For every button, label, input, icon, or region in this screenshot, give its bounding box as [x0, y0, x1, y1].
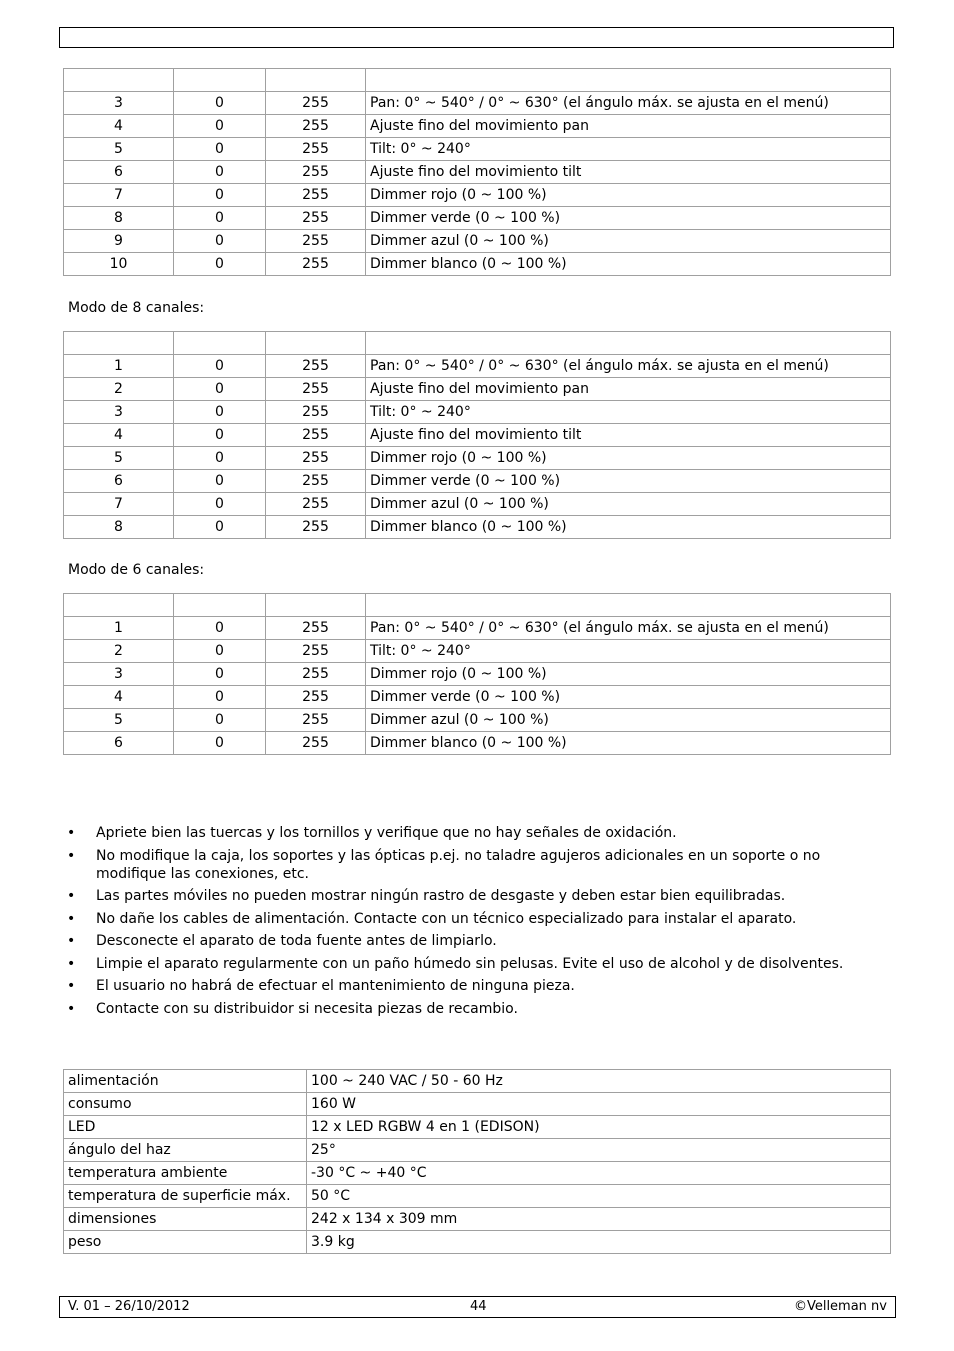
max-value-cell: 255	[266, 732, 366, 755]
max-value-cell	[266, 594, 366, 617]
function-cell: Dimmer rojo (0 ~ 100 %)	[366, 447, 891, 470]
min-value-cell: 0	[174, 686, 266, 709]
channel-cell: 1	[64, 355, 174, 378]
spec-value-cell: 3.9 kg	[307, 1231, 891, 1254]
dmx-table-6-channel	[63, 593, 891, 755]
channel-cell	[64, 332, 174, 355]
min-value-cell: 0	[174, 355, 266, 378]
function-cell: Dimmer blanco (0 ~ 100 %)	[366, 253, 891, 276]
table-row	[64, 207, 891, 230]
table-row	[64, 447, 891, 470]
max-value-cell: 255	[266, 92, 366, 115]
table-row	[64, 1231, 891, 1254]
max-value-cell: 255	[266, 424, 366, 447]
footer-version: V. 01 – 26/10/2012	[68, 1299, 190, 1314]
max-value-cell	[266, 69, 366, 92]
list-item: • No modifique la caja, los soportes y las ópticas p.ej. no taladre agujeros adicionales en un soporte o no modifique las conexiones, etc.	[62, 847, 882, 883]
max-value-cell: 255	[266, 470, 366, 493]
max-value-cell: 255	[266, 355, 366, 378]
spec-value-cell: 160 W	[307, 1093, 891, 1116]
mode-8-caption: Modo de 8 canales:	[68, 300, 205, 316]
table-row	[64, 470, 891, 493]
table-row	[64, 516, 891, 539]
spec-label-cell: dimensiones	[64, 1208, 307, 1231]
max-value-cell: 255	[266, 709, 366, 732]
channel-cell: 8	[64, 516, 174, 539]
channel-cell: 4	[64, 115, 174, 138]
list-item: • Las partes móviles no pueden mostrar ningún rastro de desgaste y deben estar bien equilibradas.	[62, 887, 882, 905]
function-cell: Dimmer azul (0 ~ 100 %)	[366, 709, 891, 732]
maintenance-list	[62, 824, 882, 1022]
page-header-box	[59, 27, 894, 48]
spec-label-cell: consumo	[64, 1093, 307, 1116]
max-value-cell: 255	[266, 138, 366, 161]
min-value-cell: 0	[174, 709, 266, 732]
min-value-cell: 0	[174, 401, 266, 424]
channel-cell: 3	[64, 401, 174, 424]
channel-cell: 7	[64, 493, 174, 516]
min-value-cell	[174, 594, 266, 617]
footer-copyright: ©Velleman nv	[793, 1299, 887, 1314]
function-cell: Tilt: 0° ~ 240°	[366, 401, 891, 424]
channel-cell: 5	[64, 709, 174, 732]
spec-label-cell: peso	[64, 1231, 307, 1254]
channel-cell: 6	[64, 470, 174, 493]
min-value-cell: 0	[174, 115, 266, 138]
channel-cell: 5	[64, 447, 174, 470]
max-value-cell: 255	[266, 184, 366, 207]
table-row	[64, 1139, 891, 1162]
function-cell: Dimmer verde (0 ~ 100 %)	[366, 207, 891, 230]
channel-cell: 4	[64, 686, 174, 709]
table-row	[64, 115, 891, 138]
dmx-table-10-channel	[63, 68, 891, 276]
spec-value-cell: 242 x 134 x 309 mm	[307, 1208, 891, 1231]
function-cell: Dimmer blanco (0 ~ 100 %)	[366, 516, 891, 539]
table-row	[64, 663, 891, 686]
list-item: • Limpie el aparato regularmente con un paño húmedo sin pelusas. Evite el uso de alcohol y de disolventes.	[62, 955, 882, 973]
table-row	[64, 493, 891, 516]
channel-cell: 6	[64, 161, 174, 184]
min-value-cell: 0	[174, 253, 266, 276]
min-value-cell: 0	[174, 207, 266, 230]
spec-label-cell: temperatura de superficie máx.	[64, 1185, 307, 1208]
min-value-cell: 0	[174, 230, 266, 253]
specifications-table	[63, 1069, 891, 1254]
min-value-cell: 0	[174, 732, 266, 755]
dmx-table-8-channel	[63, 331, 891, 539]
table-row	[64, 686, 891, 709]
table-row	[64, 424, 891, 447]
max-value-cell: 255	[266, 640, 366, 663]
max-value-cell	[266, 332, 366, 355]
mode-6-caption: Modo de 6 canales:	[68, 562, 205, 578]
spec-label-cell: alimentación	[64, 1070, 307, 1093]
min-value-cell: 0	[174, 184, 266, 207]
list-item: • El usuario no habrá de efectuar el mantenimiento de ninguna pieza.	[62, 977, 882, 995]
spec-label-cell: LED	[64, 1116, 307, 1139]
max-value-cell: 255	[266, 516, 366, 539]
min-value-cell: 0	[174, 138, 266, 161]
function-cell: Dimmer verde (0 ~ 100 %)	[366, 470, 891, 493]
table-header-row	[64, 594, 891, 617]
channel-cell: 2	[64, 378, 174, 401]
channel-cell: 6	[64, 732, 174, 755]
min-value-cell: 0	[174, 161, 266, 184]
table-row	[64, 401, 891, 424]
table-row	[64, 184, 891, 207]
function-cell: Pan: 0° ~ 540° / 0° ~ 630° (el ángulo máx. se ajusta en el menú)	[366, 355, 891, 378]
min-value-cell: 0	[174, 378, 266, 401]
spec-value-cell: 25°	[307, 1139, 891, 1162]
list-item: • Contacte con su distribuidor si necesita piezas de recambio.	[62, 1000, 882, 1018]
max-value-cell: 255	[266, 686, 366, 709]
min-value-cell: 0	[174, 640, 266, 663]
table-row	[64, 1208, 891, 1231]
function-cell: Ajuste fino del movimiento tilt	[366, 424, 891, 447]
function-cell: Dimmer azul (0 ~ 100 %)	[366, 493, 891, 516]
table-header-row	[64, 332, 891, 355]
table-row	[64, 161, 891, 184]
function-cell: Dimmer rojo (0 ~ 100 %)	[366, 184, 891, 207]
min-value-cell: 0	[174, 424, 266, 447]
spec-value-cell: 100 ~ 240 VAC / 50 - 60 Hz	[307, 1070, 891, 1093]
table-row	[64, 1070, 891, 1093]
channel-cell: 4	[64, 424, 174, 447]
min-value-cell: 0	[174, 447, 266, 470]
table-row	[64, 732, 891, 755]
function-cell: Dimmer azul (0 ~ 100 %)	[366, 230, 891, 253]
min-value-cell: 0	[174, 663, 266, 686]
spec-label-cell: ángulo del haz	[64, 1139, 307, 1162]
channel-cell	[64, 69, 174, 92]
table-row	[64, 1185, 891, 1208]
table-row	[64, 1116, 891, 1139]
function-cell	[366, 594, 891, 617]
function-cell: Tilt: 0° ~ 240°	[366, 640, 891, 663]
min-value-cell: 0	[174, 92, 266, 115]
channel-cell: 7	[64, 184, 174, 207]
max-value-cell: 255	[266, 401, 366, 424]
channel-cell: 3	[64, 92, 174, 115]
min-value-cell	[174, 69, 266, 92]
table-row	[64, 1162, 891, 1185]
list-item: • Desconecte el aparato de toda fuente antes de limpiarlo.	[62, 932, 882, 950]
table-row	[64, 1093, 891, 1116]
max-value-cell: 255	[266, 253, 366, 276]
page-footer	[59, 1296, 896, 1318]
table-row	[64, 709, 891, 732]
table-row	[64, 253, 891, 276]
max-value-cell: 255	[266, 230, 366, 253]
spec-value-cell: -30 °C ~ +40 °C	[307, 1162, 891, 1185]
channel-cell: 2	[64, 640, 174, 663]
function-cell: Pan: 0° ~ 540° / 0° ~ 630° (el ángulo máx. se ajusta en el menú)	[366, 92, 891, 115]
table-row	[64, 640, 891, 663]
max-value-cell: 255	[266, 663, 366, 686]
table-row	[64, 92, 891, 115]
footer-page-number: 44	[470, 1299, 487, 1314]
spec-value-cell: 50 °C	[307, 1185, 891, 1208]
max-value-cell: 255	[266, 161, 366, 184]
channel-cell	[64, 594, 174, 617]
function-cell: Dimmer verde (0 ~ 100 %)	[366, 686, 891, 709]
list-item: • No dañe los cables de alimentación. Contacte con un técnico especializado para instalar el aparato.	[62, 910, 882, 928]
function-cell	[366, 332, 891, 355]
max-value-cell: 255	[266, 493, 366, 516]
max-value-cell: 255	[266, 115, 366, 138]
max-value-cell: 255	[266, 207, 366, 230]
table-header-row	[64, 69, 891, 92]
channel-cell: 3	[64, 663, 174, 686]
function-cell: Ajuste fino del movimiento pan	[366, 115, 891, 138]
function-cell	[366, 69, 891, 92]
spec-value-cell: 12 x LED RGBW 4 en 1 (EDISON)	[307, 1116, 891, 1139]
channel-cell: 5	[64, 138, 174, 161]
function-cell: Dimmer blanco (0 ~ 100 %)	[366, 732, 891, 755]
max-value-cell: 255	[266, 378, 366, 401]
function-cell: Dimmer rojo (0 ~ 100 %)	[366, 663, 891, 686]
max-value-cell: 255	[266, 617, 366, 640]
table-row	[64, 230, 891, 253]
min-value-cell: 0	[174, 516, 266, 539]
list-item: • Apriete bien las tuercas y los tornillos y verifique que no hay señales de oxidación.	[62, 824, 882, 842]
min-value-cell	[174, 332, 266, 355]
spec-label-cell: temperatura ambiente	[64, 1162, 307, 1185]
table-row	[64, 138, 891, 161]
channel-cell: 9	[64, 230, 174, 253]
function-cell: Ajuste fino del movimiento pan	[366, 378, 891, 401]
channel-cell: 10	[64, 253, 174, 276]
channel-cell: 8	[64, 207, 174, 230]
table-row	[64, 378, 891, 401]
min-value-cell: 0	[174, 493, 266, 516]
table-row	[64, 355, 891, 378]
min-value-cell: 0	[174, 470, 266, 493]
channel-cell: 1	[64, 617, 174, 640]
table-row	[64, 617, 891, 640]
function-cell: Tilt: 0° ~ 240°	[366, 138, 891, 161]
function-cell: Ajuste fino del movimiento tilt	[366, 161, 891, 184]
function-cell: Pan: 0° ~ 540° / 0° ~ 630° (el ángulo máx. se ajusta en el menú)	[366, 617, 891, 640]
max-value-cell: 255	[266, 447, 366, 470]
min-value-cell: 0	[174, 617, 266, 640]
